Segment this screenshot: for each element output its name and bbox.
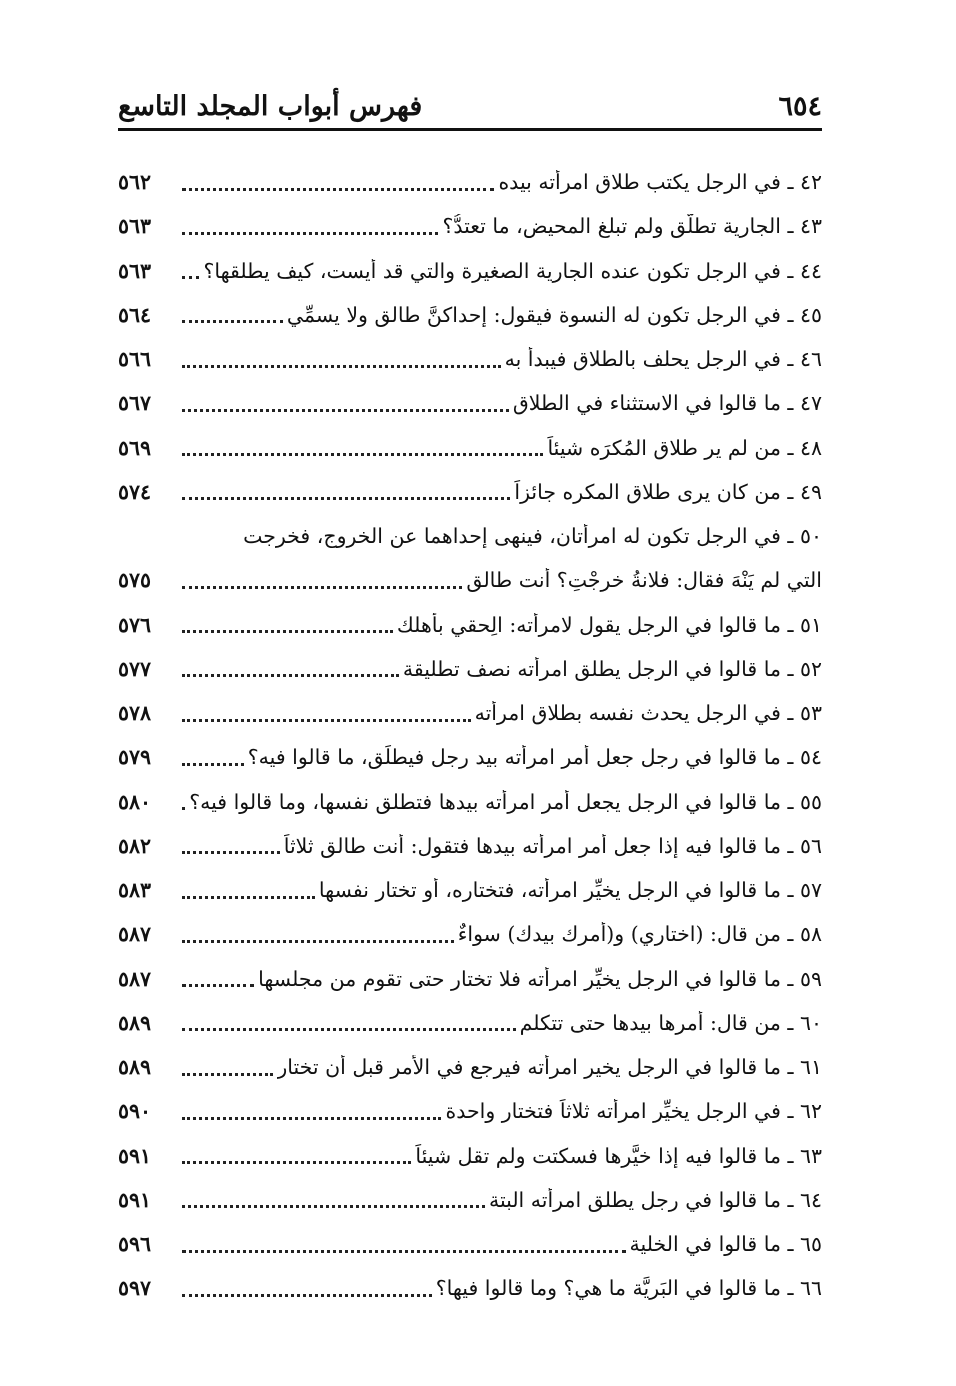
toc-entry xyxy=(118,249,822,293)
toc-entry xyxy=(118,293,822,337)
entry-title: ٦٢ ـ في الرجل يخيِّر امرأته ثلاثاً فتختار واحدة xyxy=(445,1099,822,1124)
entry-page: ٥٩٧ xyxy=(118,1276,152,1301)
dot-leader xyxy=(182,896,315,899)
dot-leader xyxy=(182,1073,273,1076)
toc-entry xyxy=(118,1178,822,1222)
entry-title: التي لم يَنْهَ فقال: فلانةُ خرجْتِ؟ أنت طالق xyxy=(466,568,822,593)
dot-leader xyxy=(182,276,199,279)
entry-title: ٥٧ ـ ما قالوا في الرجل يخيِّر امرأته، فتختاره، أو تختار نفسها xyxy=(318,878,822,903)
page-number: ٦٥٤ xyxy=(778,91,822,122)
dot-leader xyxy=(182,320,283,323)
entry-page: ٥٩١ xyxy=(118,1187,152,1212)
entry-page: ٥٨٧ xyxy=(118,966,152,991)
dot-leader xyxy=(182,1294,432,1297)
dot-leader xyxy=(182,1205,485,1208)
toc-entry xyxy=(118,1045,822,1089)
header-title: فهرس أبواب المجلد التاسع xyxy=(118,91,423,122)
toc-entry xyxy=(118,647,822,691)
entry-page: ٥٦٤ xyxy=(118,302,152,327)
dot-leader xyxy=(182,453,543,456)
dot-leader xyxy=(182,807,185,810)
entry-title: ٥٦ ـ ما قالوا فيه إذا جعل أمر امرأته بيدها فتقول: أنت طالق ثلاثاً xyxy=(283,833,822,858)
entry-title: ٤٤ ـ في الرجل تكون عنده الجارية الصغيرة والتي قد أيست، كيف يطلقها؟ xyxy=(203,258,822,283)
dot-leader xyxy=(182,674,399,677)
entry-page: ٥٨٩ xyxy=(118,1010,152,1035)
toc-entry xyxy=(118,1222,822,1266)
entry-title: ٥٣ ـ في الرجل يحدث نفسه بطلاق امرأته xyxy=(474,701,822,726)
entry-title: ٦٤ ـ ما قالوا في رجل يطلق امرأته البتة xyxy=(488,1187,822,1212)
dot-leader xyxy=(182,497,510,500)
toc-entry xyxy=(118,824,822,868)
dot-leader xyxy=(182,851,280,854)
entry-title: ٦٥ ـ ما قالوا في الخلية xyxy=(629,1232,822,1257)
entry-title: ٤٥ ـ في الرجل تكون له النسوة فيقول: إحداكنَّ طالق ولا يسمِّي xyxy=(286,302,822,327)
entry-title: ٦٣ ـ ما قالوا فيه إذا خيَّرها فسكتت ولم تقل شيئاً xyxy=(415,1143,822,1168)
toc-entry xyxy=(118,957,822,1001)
entry-page: ٥٧٥ xyxy=(118,568,152,593)
entry-page: ٥٦٢ xyxy=(118,170,152,195)
dot-leader xyxy=(182,1161,411,1164)
toc-entry xyxy=(118,735,822,779)
dot-leader xyxy=(182,719,471,722)
entry-title: ٦٦ ـ ما قالوا في البَرِيَّة ما هي؟ وما قالوا فيها؟ xyxy=(435,1276,822,1301)
entry-page: ٥٧٧ xyxy=(118,656,152,681)
toc-entry-first-line xyxy=(118,514,822,558)
dot-leader xyxy=(182,188,494,191)
entry-page: ٥٦٩ xyxy=(118,435,152,460)
entry-title: ٥٥ ـ ما قالوا في الرجل يجعل أمر امرأته بيدها فتطلق نفسها، وما قالوا فيه؟ xyxy=(189,789,822,814)
entry-title: ٤٨ ـ من لم ير طلاق المُكرَه شيئاً xyxy=(547,435,822,460)
toc-entry xyxy=(118,1001,822,1045)
running-header xyxy=(118,82,822,122)
entry-page: ٥٦٣ xyxy=(118,214,152,239)
entry-page: ٥٩٦ xyxy=(118,1232,152,1257)
toc-entry xyxy=(118,780,822,824)
toc-entry xyxy=(118,691,822,735)
entry-page: ٥٩١ xyxy=(118,1143,152,1168)
table-of-contents xyxy=(118,160,822,1311)
toc-entry xyxy=(118,470,822,514)
header-rule xyxy=(118,128,822,131)
entry-title: ٥٢ ـ ما قالوا في الرجل يطلق امرأته نصف تطليقة xyxy=(402,656,822,681)
entry-page: ٥٨٣ xyxy=(118,878,152,903)
entry-page: ٥٦٦ xyxy=(118,347,152,372)
dot-leader xyxy=(182,940,454,943)
toc-entry xyxy=(118,558,822,602)
dot-leader xyxy=(182,1250,626,1253)
entry-title: ٤٧ ـ ما قالوا في الاستثناء في الطلاق xyxy=(512,391,822,416)
toc-entry xyxy=(118,1089,822,1133)
dot-leader xyxy=(182,630,393,633)
toc-entry xyxy=(118,1266,822,1310)
entry-page: ٥٨٢ xyxy=(118,833,152,858)
entry-title: ٤٣ ـ الجارية تطلَّق ولم تبلغ المحيض، ما تعتدُّ؟ xyxy=(442,214,822,239)
entry-page: ٥٦٧ xyxy=(118,391,152,416)
entry-title: ٥٩ ـ ما قالوا في الرجل يخيِّر امرأته فلا تختار حتى تقوم من مجلسها xyxy=(258,966,822,991)
entry-title: ٥١ ـ ما قالوا في الرجل يقول لامرأته: الِحقي بأهلك xyxy=(396,612,822,637)
dot-leader xyxy=(182,1028,516,1031)
dot-leader xyxy=(182,232,438,235)
dot-leader xyxy=(182,586,462,589)
toc-entry xyxy=(118,603,822,647)
dot-leader xyxy=(182,365,501,368)
dot-leader xyxy=(182,984,254,987)
toc-entry xyxy=(118,426,822,470)
entry-page: ٥٨٠ xyxy=(118,789,152,814)
entry-title: ٤٩ ـ من كان يرى طلاق المكره جائزاً xyxy=(514,479,822,504)
entry-page: ٥٨٧ xyxy=(118,922,152,947)
toc-entry xyxy=(118,204,822,248)
toc-entry xyxy=(118,868,822,912)
entry-page: ٥٨٩ xyxy=(118,1055,152,1080)
toc-entry xyxy=(118,1134,822,1178)
toc-entry xyxy=(118,337,822,381)
entry-title: ٥٤ ـ ما قالوا في رجل جعل أمر امرأته بيد رجل فيطلِّق، ما قالوا فيه؟ xyxy=(247,745,822,770)
entry-title-line1: ٥٠ ـ في الرجل تكون له امرأتان، فينهى إحداهما عن الخروج، فخرجت xyxy=(243,524,822,549)
entry-page: ٥٦٣ xyxy=(118,258,152,283)
toc-entry xyxy=(118,381,822,425)
dot-leader xyxy=(182,409,509,412)
entry-title: ٤٦ ـ في الرجل يحلف بالطلاق فيبدأ به xyxy=(504,347,822,372)
entry-page: ٥٧٩ xyxy=(118,745,152,770)
entry-title: ٥٨ ـ من قال: (اختاري) و(أمرك بيدك) سواءٌ xyxy=(457,922,822,947)
dot-leader xyxy=(182,763,244,766)
toc-entry xyxy=(118,160,822,204)
entry-page: ٥٧٨ xyxy=(118,701,152,726)
entry-page: ٥٧٤ xyxy=(118,479,152,504)
entry-title: ٤٢ ـ في الرجل يكتب طلاق امرأته بيده xyxy=(498,170,822,195)
entry-page: ٥٧٦ xyxy=(118,612,152,637)
entry-title: ٦٠ ـ من قال: أمرها بيدها حتى تتكلم xyxy=(519,1010,822,1035)
toc-entry xyxy=(118,912,822,956)
entry-page: ٥٩٠ xyxy=(118,1099,152,1124)
dot-leader xyxy=(182,1117,441,1120)
entry-title: ٦١ ـ ما قالوا في الرجل يخير امرأته فيرجع في الأمر قبل أن تختار xyxy=(277,1055,822,1080)
